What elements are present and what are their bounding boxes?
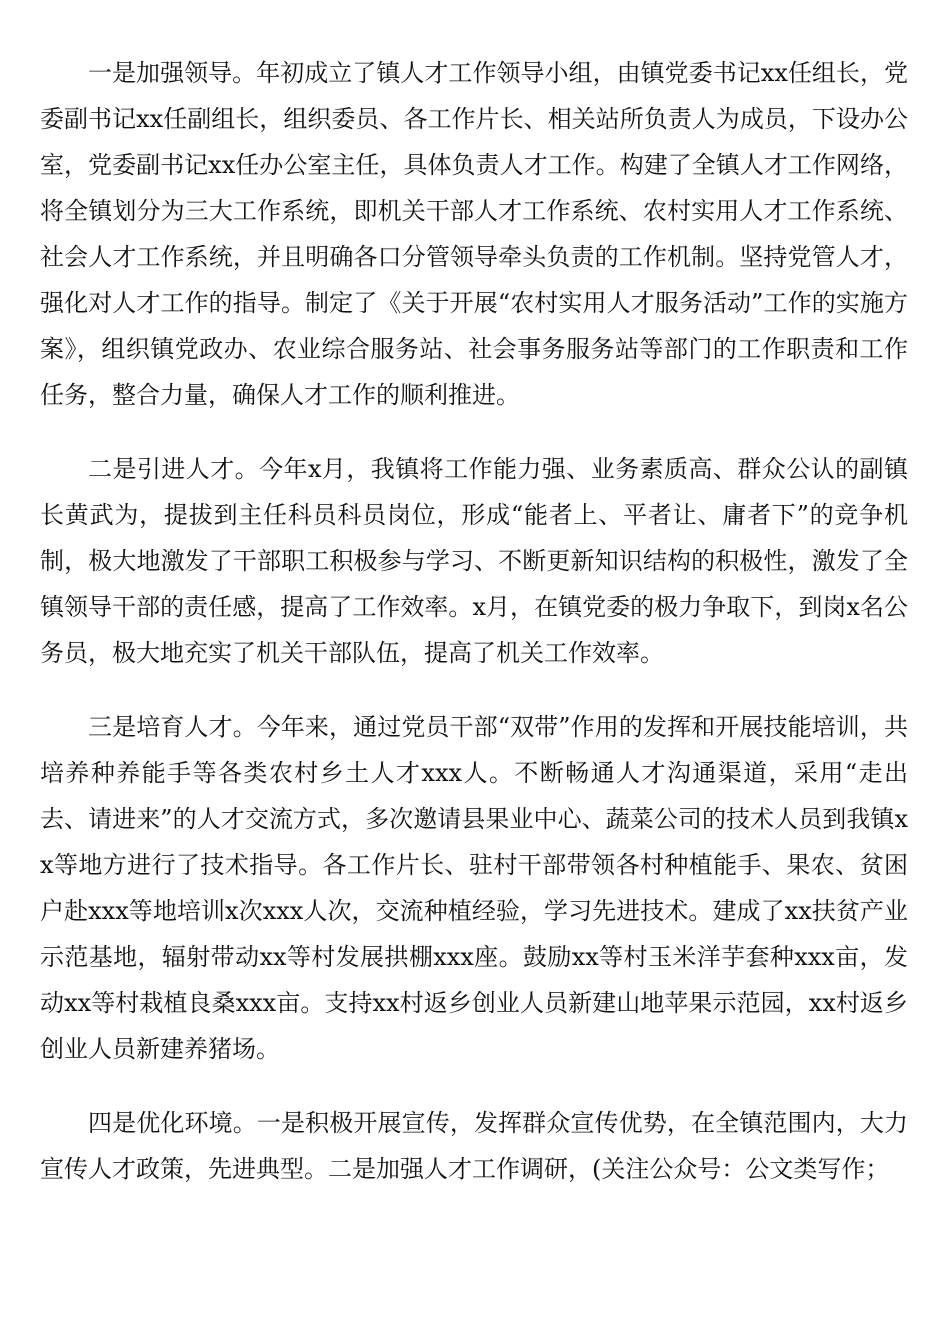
paragraph-introduce-talent: 二是引进人才。今年x月，我镇将工作能力强、业务素质高、群众公认的副镇长黄武为，提拔到主任科员科员岗位，形成“能者上、平者让、庸者下”的竞争机制，极大地激发了干部职工积极参与学习、不断更新知识结构的积极性，激发了全镇领导干部的责任感，提高了工作效率。x月，在镇党委的极力争取下，到岗x名公务员，极大地充实了机关干部队伍，提高了机关工作效率。 <box>40 455 908 667</box>
paragraph-strengthen-leadership: 一是加强领导。年初成立了镇人才工作领导小组，由镇党委书记xx任组长，党委副书记xx任副组长，组织委员、各工作片长、相关站所负责人为成员，下设办公室，党委副书记xx任办公室主任，具体负责人才工作。构建了全镇人才工作网络，将全镇划分为三大工作系统，即机关干部人才工作系统、农村实用人才工作系统、社会人才工作系统，并且明确各口分管领导牵头负责的工作机制。坚持党管人才，强化对人才工作的指导。制定了《关于开展“农村实用人才服务活动”工作的实施方案》，组织镇党政办、农业综合服务站、社会事务服务站等部门的工作职责和工作任务，整合力量，确保人才工作的顺利推进。 <box>40 59 908 409</box>
paragraph-cultivate-talent: 三是培育人才。今年来，通过党员干部“双带”作用的发挥和开展技能培训，共培养种养能手等各类农村乡土人才xxx人。不断畅通人才沟通渠道，采用“走出去、请进来”的人才交流方式，多次邀请县果业中心、蔬菜公司的技术人员到我镇xx等地方进行了技术指导。各工作片长、驻村干部带领各村种植能手、果农、贫困户赴xxx等地培训x次xxx人次，交流种植经验，学习先进技术。建成了xx扶贫产业示范基地，辐射带动xx等村发展拱棚xxx座。鼓励xx等村玉米洋芋套种xxx亩，发动xx等村栽植良桑xxx亩。支持xx村返乡创业人员新建山地苹果示范园，xx村返乡创业人员新建养猪场。 <box>40 713 908 1063</box>
document-body <box>40 50 908 1220</box>
paragraph-optimize-environment: 四是优化环境。一是积极开展宣传，发挥群众宣传优势，在全镇范围内，大力宣传人才政策，先进典型。二是加强人才工作调研，(关注公众号：公文类写作； <box>40 1109 908 1183</box>
